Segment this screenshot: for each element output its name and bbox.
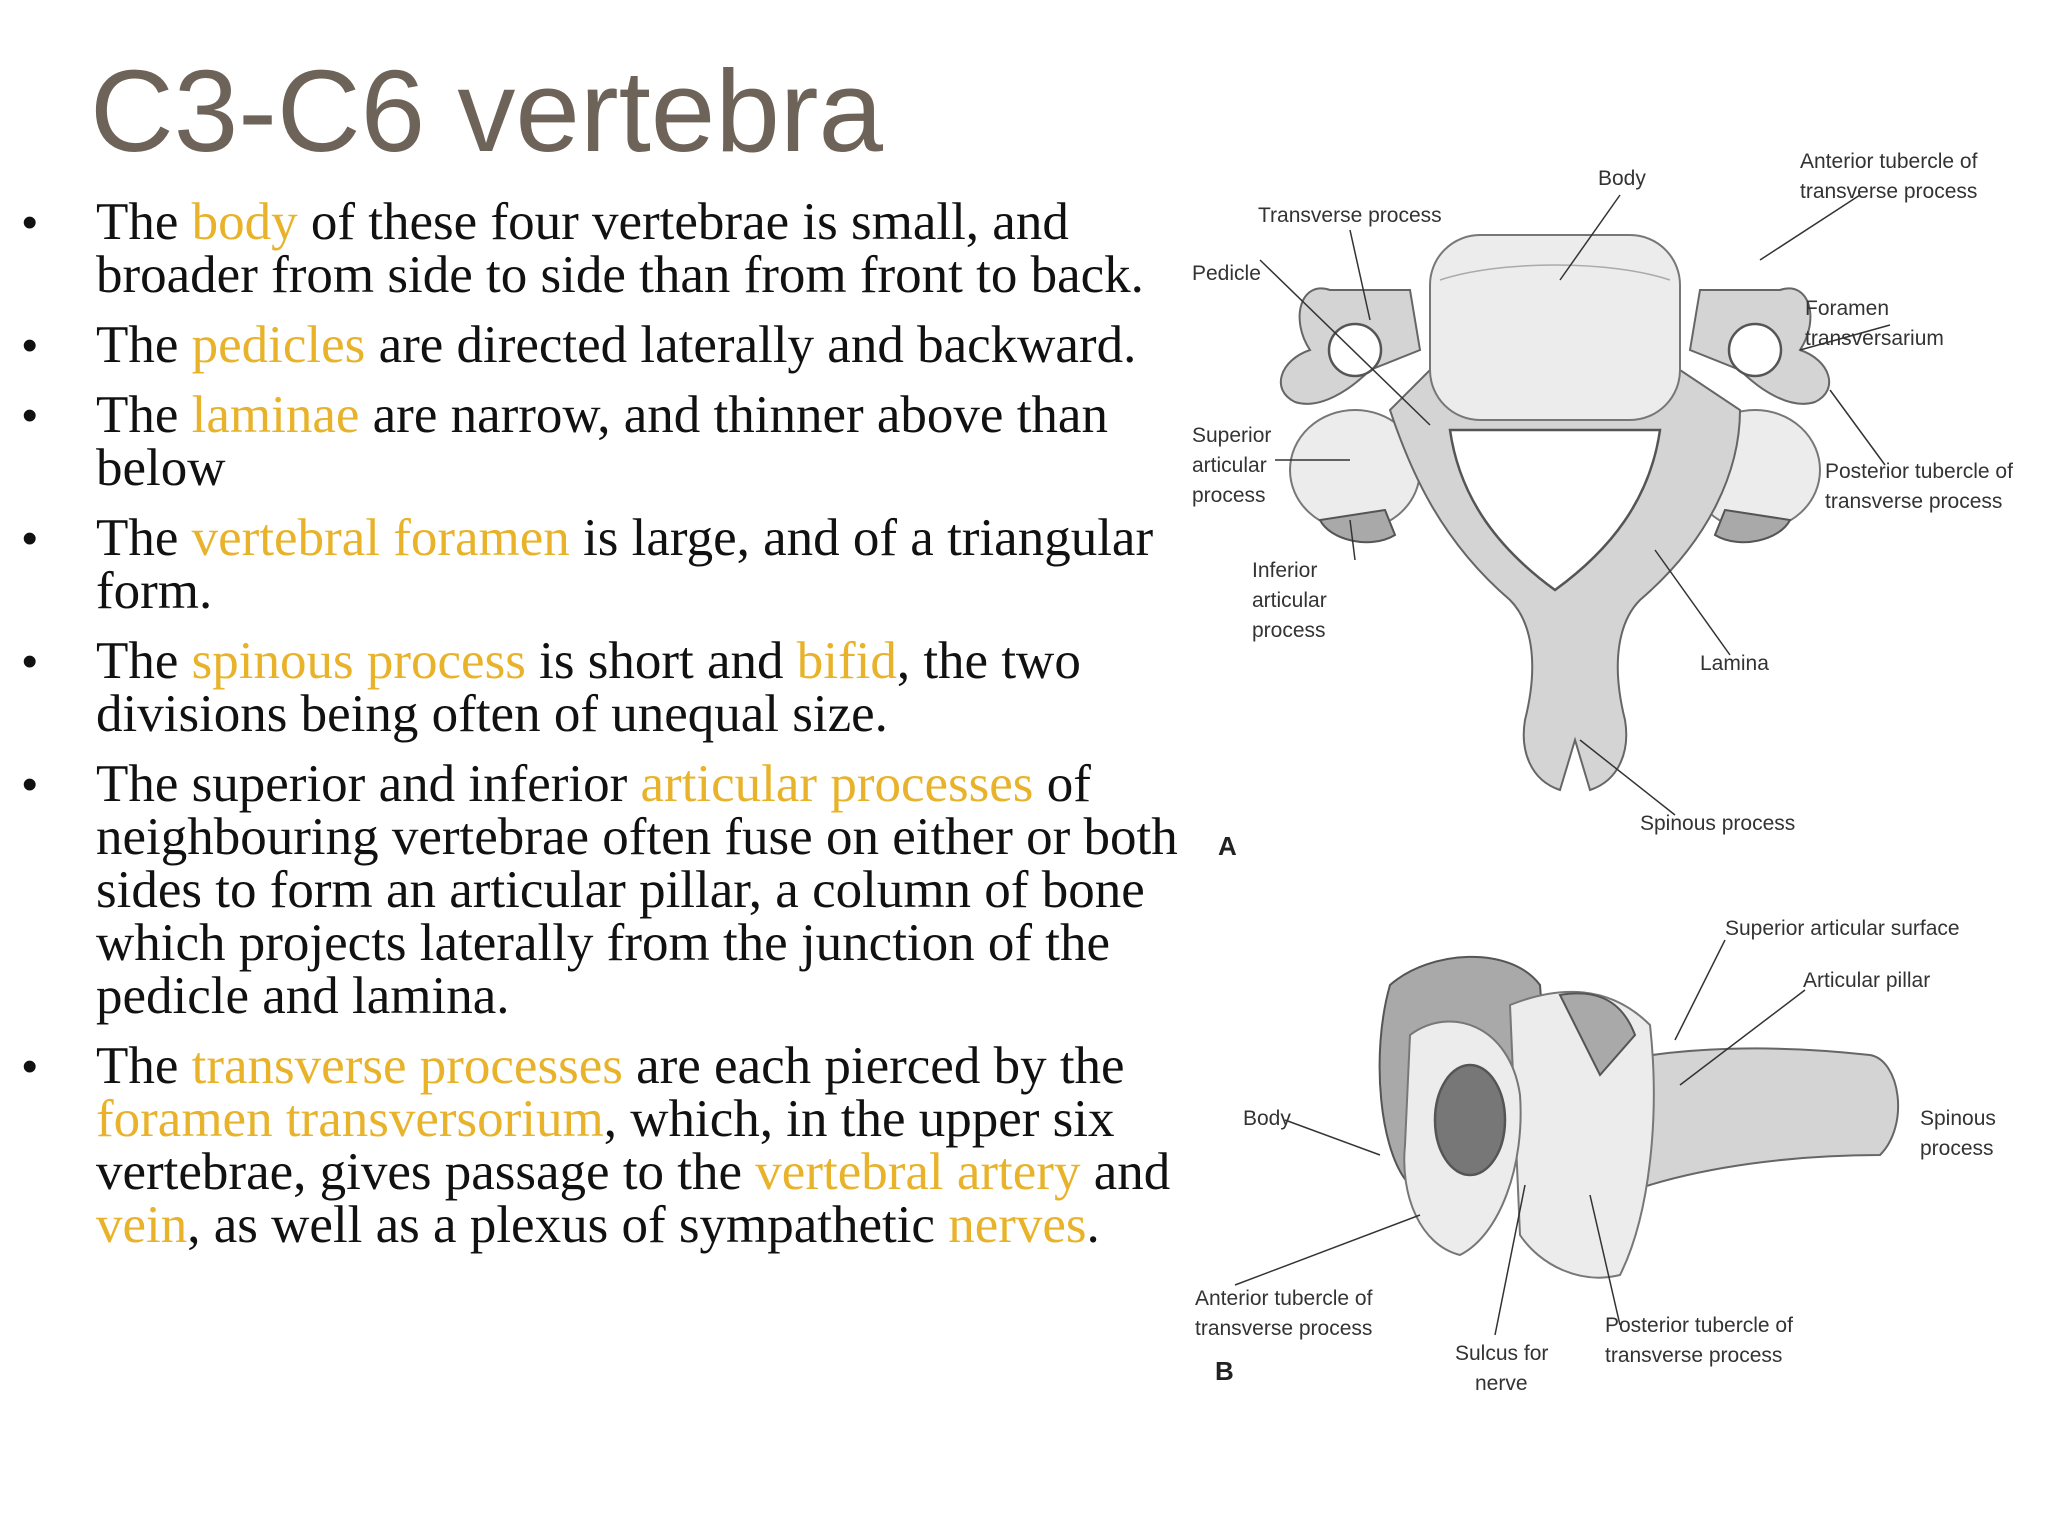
highlighted-term: body	[191, 193, 298, 251]
bullet-dot: •	[22, 198, 38, 247]
highlighted-term: foramen transversorium	[96, 1090, 604, 1148]
label-a-inferior-3: process	[1252, 619, 1326, 642]
panel-letter-b: B	[1215, 1356, 1234, 1386]
label-b-anterior-tubercle-1: Anterior tubercle of	[1195, 1287, 1373, 1310]
vertebral-body	[1430, 235, 1680, 420]
bullet-text: The	[96, 193, 192, 251]
highlighted-term: nerves	[948, 1196, 1087, 1254]
bullet-text: The	[96, 509, 192, 567]
label-a-transverse-process: Transverse process	[1258, 204, 1442, 227]
bullet-dot: •	[22, 637, 38, 686]
label-b-body: Body	[1243, 1107, 1291, 1130]
bullet-text: is large, and of a triangular form.	[96, 509, 1154, 620]
slide-title: C3-C6 vertebra	[90, 46, 883, 176]
bullet-item	[0, 386, 1220, 497]
bullet-text: of neighbouring vertebrae often fuse on either or both sides to form an articular pillar, a column of bone which projects laterally from the junction of the pedicle and lamina.	[96, 755, 1178, 1025]
bullet-text: The	[96, 386, 192, 444]
figure-a-drawing	[1180, 140, 2020, 860]
label-a-anterior-tubercle-1: Anterior tubercle of	[1800, 150, 1978, 173]
label-b-anterior-tubercle-2: transverse process	[1195, 1317, 1373, 1340]
label-a-anterior-tubercle-2: transverse process	[1800, 180, 1978, 203]
label-b-posterior-tubercle-1: Posterior tubercle of	[1605, 1314, 1793, 1337]
bullet-text: are each pierced by the	[622, 1037, 1125, 1095]
bullet-text: The	[96, 316, 192, 374]
label-a-posterior-tubercle-2: transverse process	[1825, 490, 2003, 513]
bullet-dot: •	[22, 514, 38, 563]
highlighted-term: vertebral foramen	[191, 509, 570, 567]
highlighted-term: spinous process	[191, 632, 526, 690]
highlighted-term: vein	[96, 1196, 188, 1254]
bullet-text: The superior and inferior	[96, 755, 641, 813]
label-b-posterior-tubercle-2: transverse process	[1605, 1344, 1783, 1367]
label-a-foramen-1: Foramen	[1805, 297, 1890, 320]
label-a-posterior-tubercle-1: Posterior tubercle of	[1825, 460, 2013, 483]
highlighted-term: bifid	[796, 632, 897, 690]
bullet-text: , the two divisions being often of unequal size.	[96, 632, 1081, 743]
label-a-inferior-1: Inferior	[1252, 559, 1318, 582]
figure-a	[1180, 140, 2020, 860]
bullet-dot: •	[22, 1042, 38, 1091]
bullet-item	[0, 632, 1220, 743]
highlighted-term: laminae	[191, 386, 360, 444]
highlighted-term: articular processes	[640, 755, 1034, 813]
bullet-text: The	[96, 632, 192, 690]
label-b-superior-articular-surface: Superior articular surface	[1725, 917, 1960, 940]
left-foramen-transversarium	[1329, 324, 1381, 376]
label-b-spinous-2: process	[1920, 1137, 1994, 1160]
sulcus-for-nerve-shadow	[1435, 1065, 1505, 1175]
highlighted-term: transverse processes	[191, 1037, 623, 1095]
bullet-dot: •	[22, 321, 38, 370]
figure-b	[1180, 895, 2020, 1415]
label-a-lamina: Lamina	[1700, 652, 1769, 675]
label-b-articular-pillar: Articular pillar	[1803, 969, 1931, 992]
label-a-superior-1: Superior	[1192, 424, 1272, 447]
label-a-superior-2: articular	[1192, 454, 1267, 477]
bullet-text: .	[1086, 1196, 1100, 1254]
bullet-list	[0, 193, 1220, 1269]
bullet-text: is short and	[525, 632, 797, 690]
highlighted-term: pedicles	[191, 316, 366, 374]
bullet-item	[0, 755, 1220, 1025]
label-b-spinous-1: Spinous	[1920, 1107, 1996, 1130]
bullet-text: of these four vertebrae is small, and broader from side to side than from front to back.	[96, 193, 1144, 304]
label-a-body: Body	[1598, 167, 1646, 190]
label-a-superior-3: process	[1192, 484, 1266, 507]
bullet-dot: •	[22, 760, 38, 809]
bullet-text: and	[1080, 1143, 1171, 1201]
bullet-text: , as well as a plexus of sympathetic	[187, 1196, 949, 1254]
bullet-dot: •	[22, 391, 38, 440]
label-a-inferior-2: articular	[1252, 589, 1327, 612]
bullet-item	[0, 193, 1220, 304]
figure-b-drawing	[1180, 895, 2020, 1415]
label-a-pedicle: Pedicle	[1192, 262, 1261, 285]
label-b-sulcus-2: nerve	[1475, 1372, 1528, 1395]
bullet-text: The	[96, 1037, 192, 1095]
bullet-text: , which, in the upper six vertebrae, gives passage to the	[96, 1090, 1115, 1201]
bullet-item	[0, 1037, 1220, 1254]
right-foramen-transversarium	[1729, 324, 1781, 376]
bullet-text: are narrow, and thinner above than below	[96, 386, 1108, 497]
highlighted-term: vertebral artery	[755, 1143, 1081, 1201]
bullet-item	[0, 316, 1220, 374]
bullet-text: are directed laterally and backward.	[365, 316, 1137, 374]
label-a-spinous-process: Spinous process	[1640, 812, 1796, 835]
label-a-foramen-2: transversarium	[1805, 327, 1944, 350]
panel-letter-a: A	[1218, 831, 1237, 860]
label-b-sulcus-1: Sulcus for	[1455, 1342, 1549, 1365]
bullet-item	[0, 509, 1220, 620]
